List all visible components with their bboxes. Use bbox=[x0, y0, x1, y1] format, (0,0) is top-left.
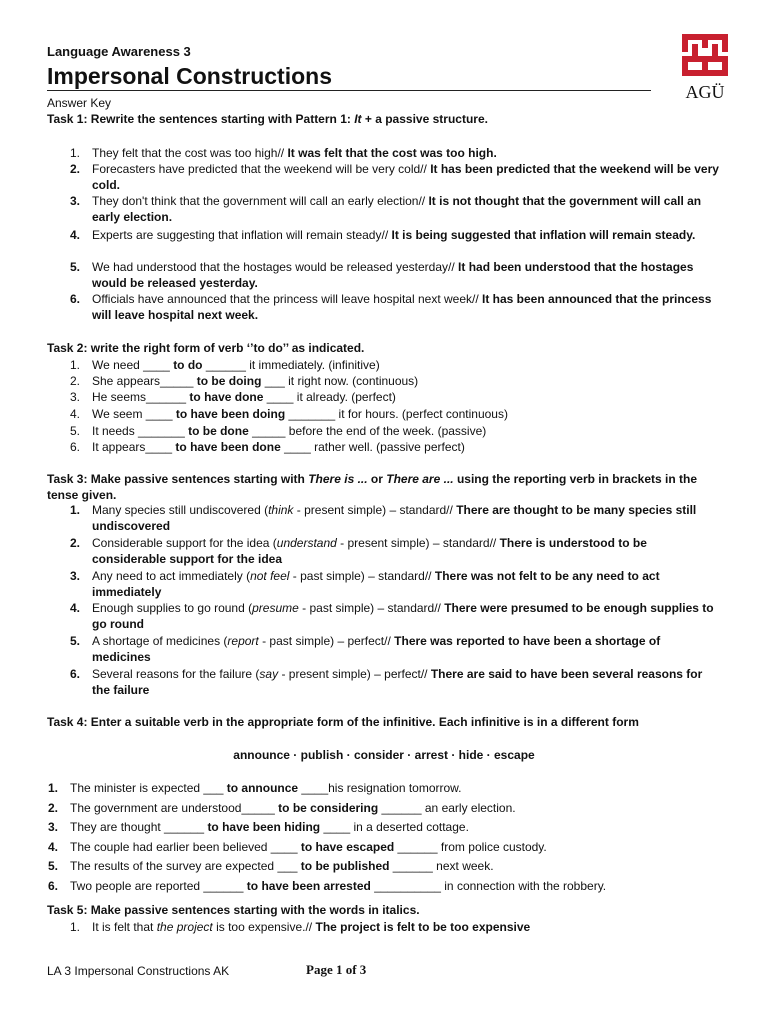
footer-doc-name: LA 3 Impersonal Constructions AK bbox=[47, 964, 230, 978]
page-subtitle: Answer Key bbox=[47, 96, 112, 110]
task1-heading: Task 1: Rewrite the sentences starting with Pattern 1: It + a passive structure. bbox=[47, 112, 488, 126]
word-bank: announce · publish · consider · arrest · hide · escape bbox=[233, 748, 535, 762]
course-name: Language Awareness 3 bbox=[47, 44, 191, 59]
task5-heading: Task 5: Make passive sentences starting with the words in italics. bbox=[47, 903, 420, 917]
page-number: Page 1 of 3 bbox=[306, 962, 367, 977]
list-item: 5. We had understood that the hostages would be released yesterday// It had been understood that the hostages would be released yesterday. bbox=[69, 260, 694, 290]
title-underline bbox=[47, 90, 651, 91]
agu-logo-mark bbox=[682, 34, 728, 76]
task2-heading: Task 2: write the right form of verb ‘’to do’’ as indicated. bbox=[47, 341, 365, 355]
task4-heading: Task 4: Enter a suitable verb in the appropriate form of the infinitive. Each infinitive is in a different form bbox=[47, 715, 639, 729]
list-item: 2. Forecasters have predicted that the weekend will be very cold// It has been predicted that the weekend will be very cold. bbox=[69, 162, 719, 192]
task3-heading: Task 3: Make passive sentences starting with There is ... or There are ... using the reporting verb in brackets in the tense given. bbox=[47, 472, 697, 502]
list-item: 4. Experts are suggesting that inflation will remain steady// It is being suggested that inflation will remain steady. bbox=[69, 228, 696, 242]
agu-logo bbox=[680, 32, 730, 104]
page-title: Impersonal Constructions bbox=[47, 63, 332, 89]
agu-logo-text: AGÜ bbox=[685, 82, 725, 102]
list-item: 6. Officials have announced that the princess will leave hospital next week// It has been announced that the princess will leave hospital next week. bbox=[69, 292, 712, 322]
list-item: 1. They felt that the cost was too high// It was felt that the cost was too high. bbox=[69, 146, 497, 160]
list-item: 3. They don't think that the government will call an early election// It is not thought that the government will call an early election. bbox=[69, 194, 702, 224]
